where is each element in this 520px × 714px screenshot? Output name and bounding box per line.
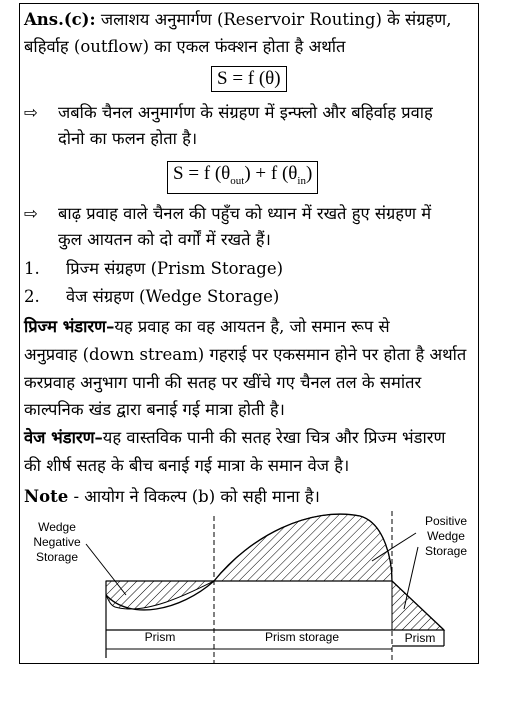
positive-wedge-area: [214, 514, 392, 581]
formula-reservoir: S = f (θ): [211, 66, 287, 92]
neg-label-3: Storage: [35, 550, 79, 564]
note-label: Note: [24, 487, 69, 506]
arrow-icon: ⇨: [24, 204, 38, 223]
pos-label-2: Wedge: [427, 529, 465, 543]
section-label-prism-right: Prism: [404, 631, 436, 645]
prism-def-line-4: काल्पनिक खंड द्वारा बनाई गई मात्रा होती है।: [24, 400, 285, 419]
list-item: 2. वेज संग्रहण (Wedge Storage): [24, 287, 280, 306]
answer-text-1: जलाशय अनुमार्गण (Reservoir Routing) के संग्रहण,: [100, 10, 452, 29]
formula-channel: S = f $(\theta_{out}) + f$ $(\theta_{in})$: [167, 161, 318, 194]
arrow-icon: ⇨: [24, 103, 38, 122]
negative-wedge-area: [106, 581, 214, 609]
answer-card: [19, 3, 479, 664]
wedge-term: वेज भंडारण–: [24, 428, 103, 447]
answer-text-2: बहिर्वाह (outflow) का एकल फंक्शन होता है अर्थात: [24, 37, 346, 56]
point-1-line-2: दोनो का फलन होता है।: [58, 129, 198, 148]
note-line: Note - आयोग ने विकल्प (b) को सही माना है।: [24, 487, 320, 506]
section-label-prism-storage: Prism storage: [264, 630, 340, 644]
prism-def-line-3: करप्रवाह अनुभाग पानी की सतह पर खींचे गए चैनल तल के समांतर: [24, 373, 422, 392]
point-2-line-1: ⇨ बाढ़ प्रवाह वाले चैनल की पहुँच को ध्यान में रखते हुए संग्रहण में: [24, 204, 432, 223]
wedge-prism-diagram: [20, 511, 478, 663]
prism-def-line-1: प्रिज्म भंडारण–यह प्रवाह का वह आयतन है, जो समान रूप से: [24, 317, 390, 336]
answer-line-1: [24, 10, 451, 30]
answer-label: Ans.(c):: [24, 10, 96, 29]
neg-label-2: Negative: [33, 535, 81, 549]
point-1-line-1: ⇨ जबकि चैनल अनुमार्गण के संग्रहण में इन्फ्लो और बहिर्वाह प्रवाह: [24, 103, 433, 122]
section-label-prism-left: Prism: [144, 630, 176, 644]
point-2-line-2: कुल आयतन को दो वर्गों में रखते हैं।: [58, 230, 271, 249]
wedge-def-line-1: वेज भंडारण–यह वास्तविक पानी की सतह रेखा चित्र और प्रिज्म भंडारण: [24, 428, 446, 447]
pos-label-1: Positive: [424, 514, 468, 528]
list-item: 1. प्रिज्म संग्रहण (Prism Storage): [24, 259, 284, 278]
neg-label-1: Wedge: [38, 520, 76, 534]
prism-term: प्रिज्म भंडारण–: [24, 317, 115, 336]
pos-label-3: Storage: [424, 544, 468, 558]
wedge-def-line-2: की शीर्ष सतह के बीच बनाई गई मात्रा के समान वेज है।: [24, 456, 350, 475]
prism-def-line-2: अनुप्रवाह (down stream) गहराई पर एकसमान होने पर होता है अर्थात: [24, 345, 467, 364]
